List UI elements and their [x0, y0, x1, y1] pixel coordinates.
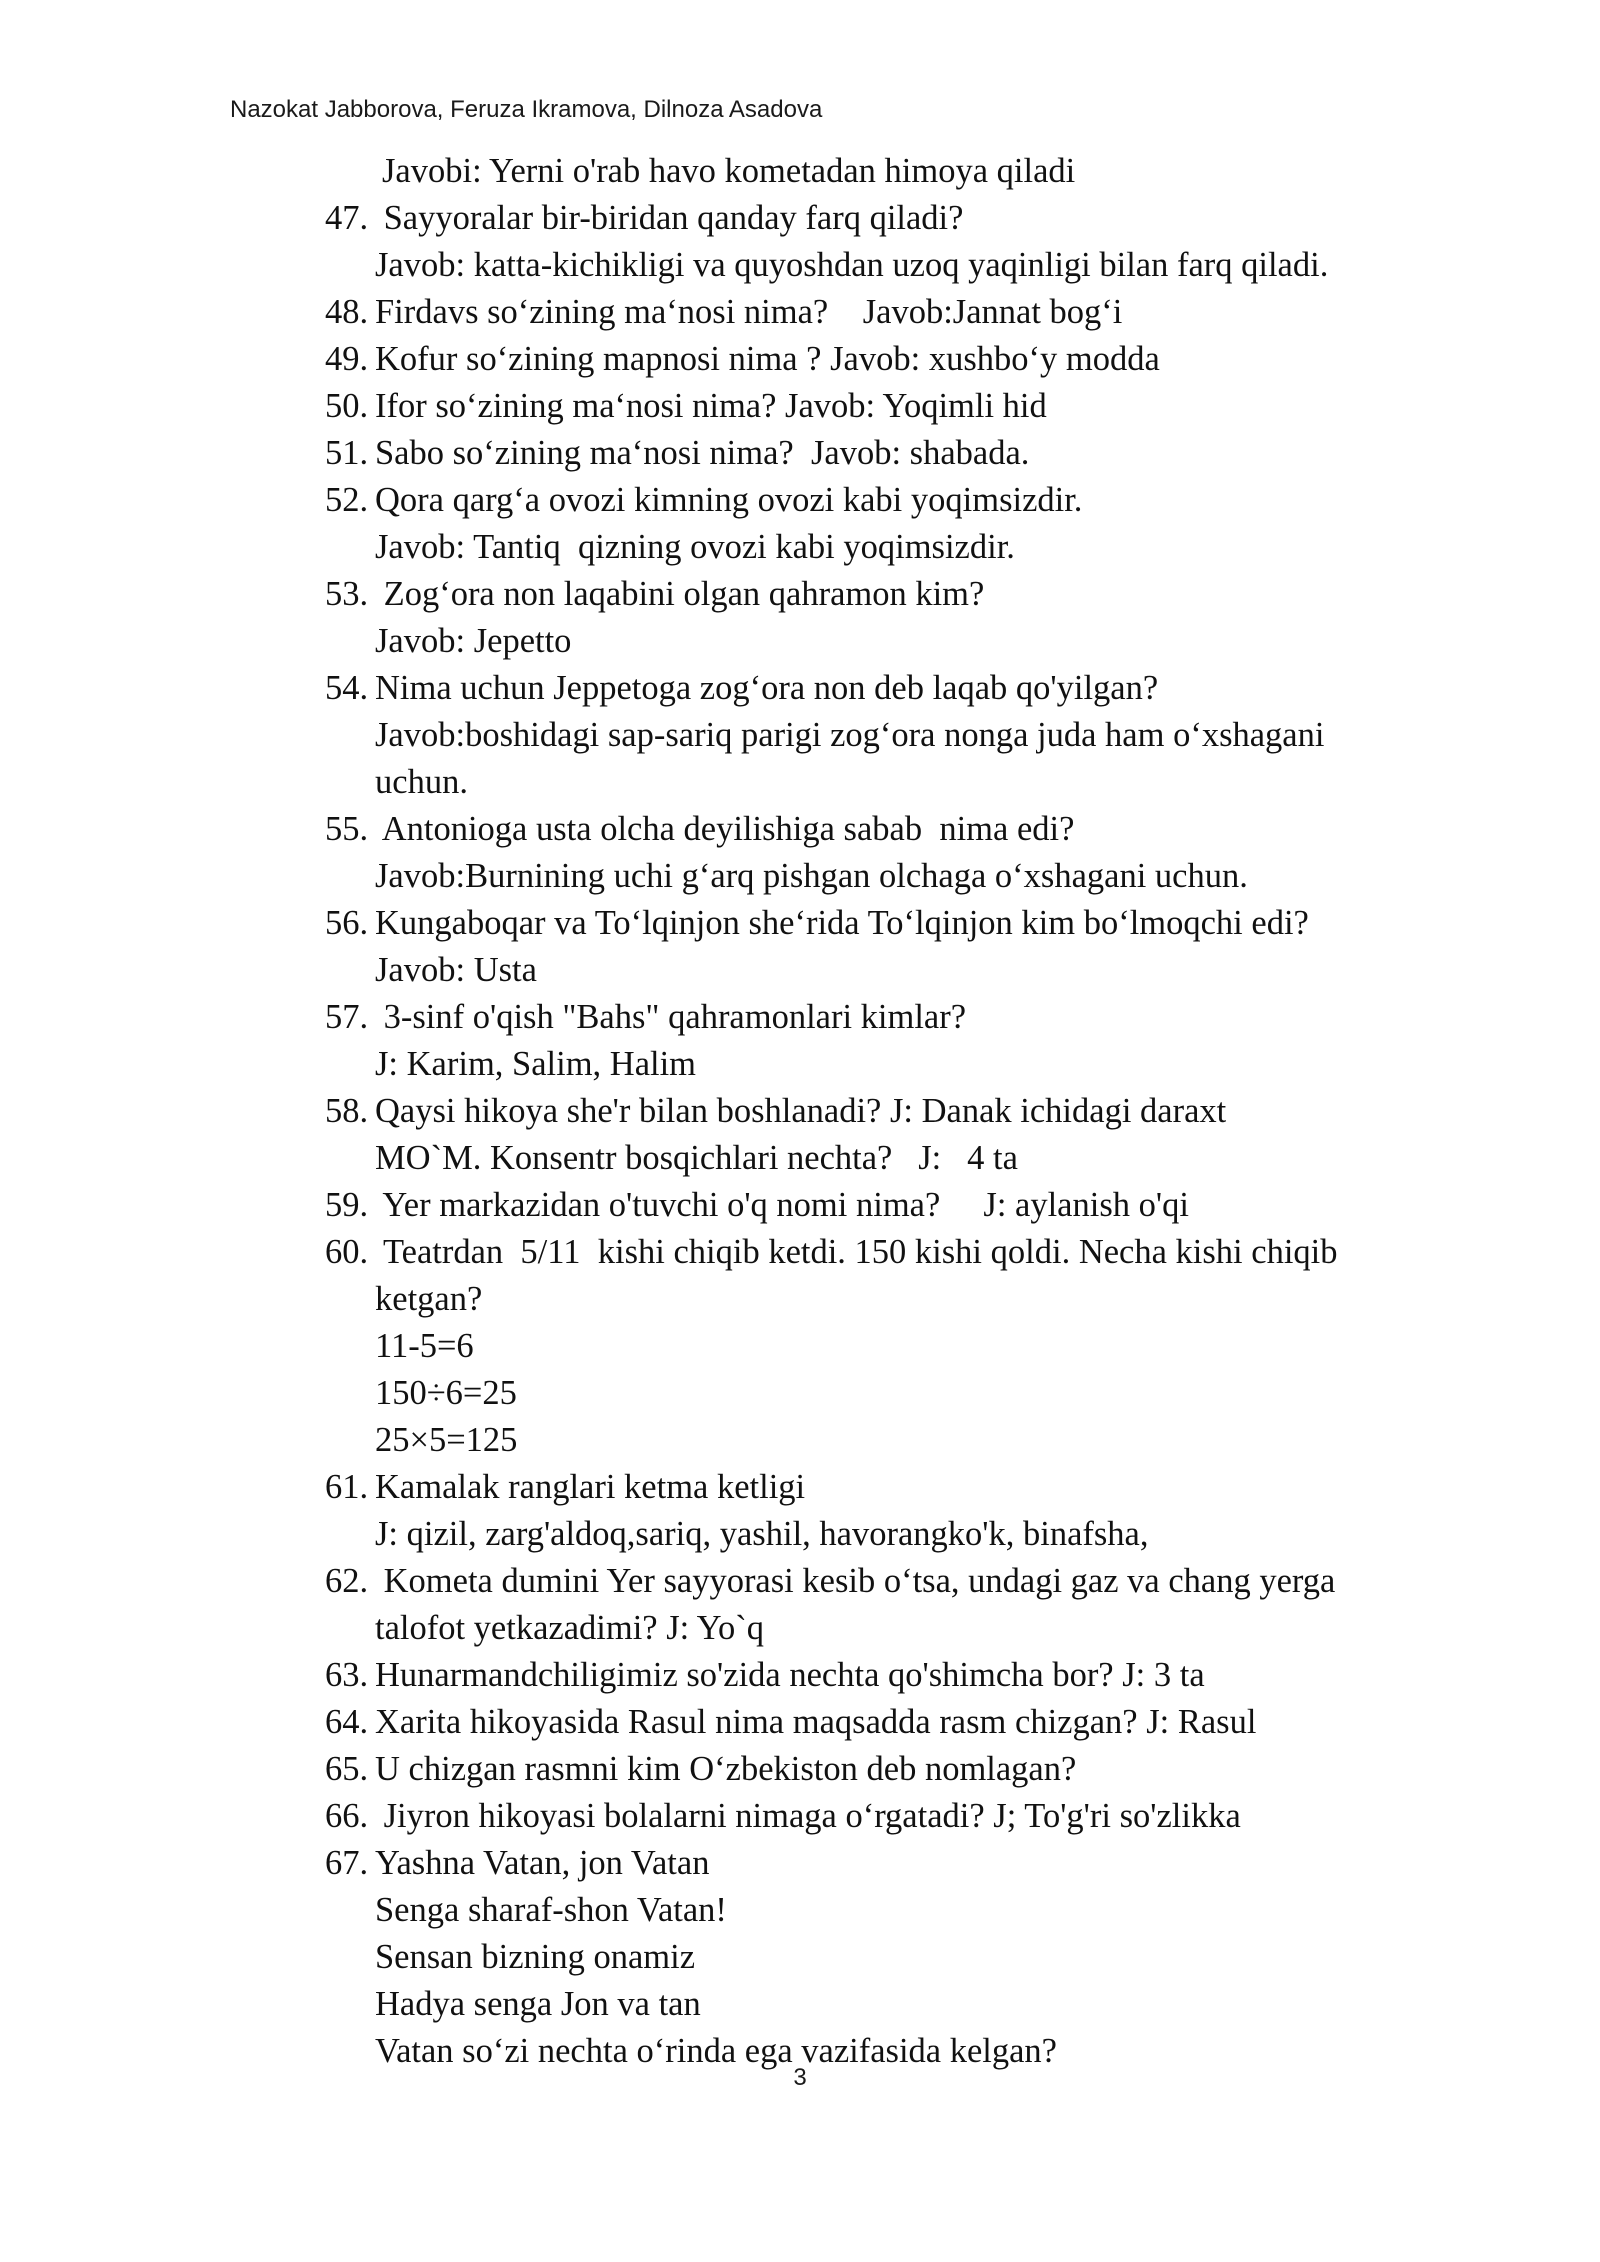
item-number: 63.	[325, 1656, 369, 1694]
item-number: 54.	[325, 669, 369, 707]
item-number: 50.	[325, 387, 369, 425]
continuation-line: Hadya senga Jon va tan	[375, 1985, 701, 2023]
continuation-line: Senga sharaf-shon Vatan!	[375, 1891, 727, 1929]
continuation-line: Javob: Usta	[375, 951, 537, 989]
continuation-line: Javob: katta-kichikligi va quyoshdan uzoq yaqinligi bilan farq qiladi.	[375, 246, 1329, 284]
item-number: 67.	[325, 1844, 369, 1882]
continuation-line: Javob:Burnining uchi g‘arq pishgan olchaga o‘xshagani uchun.	[375, 857, 1248, 895]
question-item	[325, 383, 1505, 430]
question-item	[325, 1699, 1505, 1746]
question-item	[325, 1182, 1505, 1229]
item-number: 61.	[325, 1468, 369, 1506]
continuation-line: 150÷6=25	[375, 1374, 517, 1412]
item-text: Nima uchun Jeppetoga zog‘ora non deb laqab qo'yilgan?	[375, 669, 1159, 707]
question-item	[325, 1229, 1505, 1276]
question-item	[325, 477, 1505, 524]
item-number: 62.	[325, 1562, 369, 1600]
item-text: Qaysi hikoya she'r bilan boshlanadi? J: Danak ichidagi daraxt	[375, 1092, 1227, 1130]
question-item	[325, 430, 1505, 477]
question-item	[325, 994, 1505, 1041]
item-text: Teatrdan 5/11 kishi chiqib ketdi. 150 kishi qoldi. Necha kishi chiqib	[375, 1233, 1338, 1271]
item-text: Xarita hikoyasida Rasul nima maqsadda rasm chizgan? J: Rasul	[375, 1703, 1257, 1741]
item-text: Ifor so‘zining ma‘nosi nima? Javob: Yoqimli hid	[375, 387, 1047, 425]
question-item	[325, 1746, 1505, 1793]
item-text: Kungaboqar va To‘lqinjon she‘rida To‘lqinjon kim bo‘lmoqchi edi?	[375, 904, 1309, 942]
continuation-line: 25×5=125	[375, 1421, 518, 1459]
item-number: 48.	[325, 293, 369, 331]
item-text: Kamalak ranglari ketma ketligi	[375, 1468, 806, 1506]
item-text: 3-sinf o'qish "Bahs" qahramonlari kimlar?	[375, 998, 967, 1036]
item-text: Antonioga usta olcha deyilishiga sabab nima edi?	[375, 810, 1075, 848]
item-text: Yashna Vatan, jon Vatan	[375, 1844, 710, 1882]
question-item	[325, 1652, 1505, 1699]
continuation-line: MO`M. Konsentr bosqichlari nechta? J: 4 ta	[375, 1139, 1018, 1177]
question-item	[325, 1464, 1505, 1511]
item-number: 64.	[325, 1703, 369, 1741]
item-number: 58.	[325, 1092, 369, 1130]
item-text: Qora qarg‘a ovozi kimning ovozi kabi yoqimsizdir.	[375, 481, 1083, 519]
question-list	[325, 148, 1505, 2075]
question-item	[325, 1793, 1505, 1840]
item-text: Hunarmandchiligimiz so'zida nechta qo'shimcha bor? J: 3 ta	[375, 1656, 1205, 1694]
item-number: 65.	[325, 1750, 369, 1788]
continuation-line: talofot yetkazadimi? J: Yo`q	[375, 1609, 765, 1647]
question-item	[325, 571, 1505, 618]
question-item	[325, 289, 1505, 336]
question-item	[325, 806, 1505, 853]
item-text: U chizgan rasmni kim O‘zbekiston deb nomlagan?	[375, 1750, 1077, 1788]
item-number: 51.	[325, 434, 369, 472]
continuation-line: Sensan bizning onamiz	[375, 1938, 696, 1976]
continuation-line: Vatan so‘zi nechta o‘rinda ega vazifasida kelgan?	[375, 2032, 1057, 2070]
continuation-line: Javob:boshidagi sap-sariq parigi zog‘ora nonga juda ham o‘xshagani	[375, 716, 1325, 754]
item-text: Jiyron hikoyasi bolalarni nimaga o‘rgatadi? J; To'g'ri so'zlikka	[375, 1797, 1241, 1835]
item-text: Kofur so‘zining mapnosi nima ? Javob: xushbo‘y modda	[375, 340, 1160, 378]
continuation-line: uchun.	[375, 763, 468, 801]
question-item	[325, 665, 1505, 712]
item-number: 60.	[325, 1233, 369, 1271]
item-text: Zog‘ora non laqabini olgan qahramon kim?	[375, 575, 985, 613]
question-item	[325, 195, 1505, 242]
question-item	[325, 1840, 1505, 1887]
item-text: Yer markazidan o'tuvchi o'q nomi nima? J: aylanish o'qi	[375, 1186, 1189, 1224]
item-number: 53.	[325, 575, 369, 613]
question-item	[325, 1088, 1505, 1135]
item-number: 49.	[325, 340, 369, 378]
item-text: Firdavs so‘zining ma‘nosi nima? Javob:Jannat bog‘i	[375, 293, 1123, 331]
continuation-line: ketgan?	[375, 1280, 483, 1318]
continuation-line: Javob: Jepetto	[375, 622, 572, 660]
continuation-line: J: Karim, Salim, Halim	[375, 1045, 697, 1083]
answer-line: Javobi: Yerni o'rab havo kometadan himoya qiladi	[382, 152, 1076, 190]
item-number: 57.	[325, 998, 369, 1036]
running-header-authors: Nazokat Jabborova, Feruza Ikramova, Dilnoza Asadova	[230, 96, 823, 123]
item-text: Sayyoralar bir-biridan qanday farq qiladi?	[375, 199, 964, 237]
page-number: 3	[793, 2064, 807, 2091]
question-item	[325, 336, 1505, 383]
question-item	[325, 900, 1505, 947]
question-item	[325, 1558, 1505, 1605]
item-number: 56.	[325, 904, 369, 942]
item-text: Kometa dumini Yer sayyorasi kesib o‘tsa, undagi gaz va chang yerga	[375, 1562, 1336, 1600]
continuation-line: 11-5=6	[375, 1327, 474, 1365]
item-number: 59.	[325, 1186, 369, 1224]
continuation-line: Javob: Tantiq qizning ovozi kabi yoqimsizdir.	[375, 528, 1015, 566]
item-number: 55.	[325, 810, 369, 848]
item-number: 52.	[325, 481, 369, 519]
item-number: 47.	[325, 199, 369, 237]
continuation-line: J: qizil, zarg'aldoq,sariq, yashil, havorangko'k, binafsha,	[375, 1515, 1149, 1553]
item-number: 66.	[325, 1797, 369, 1835]
item-text: Sabo so‘zining ma‘nosi nima? Javob: shabada.	[375, 434, 1030, 472]
